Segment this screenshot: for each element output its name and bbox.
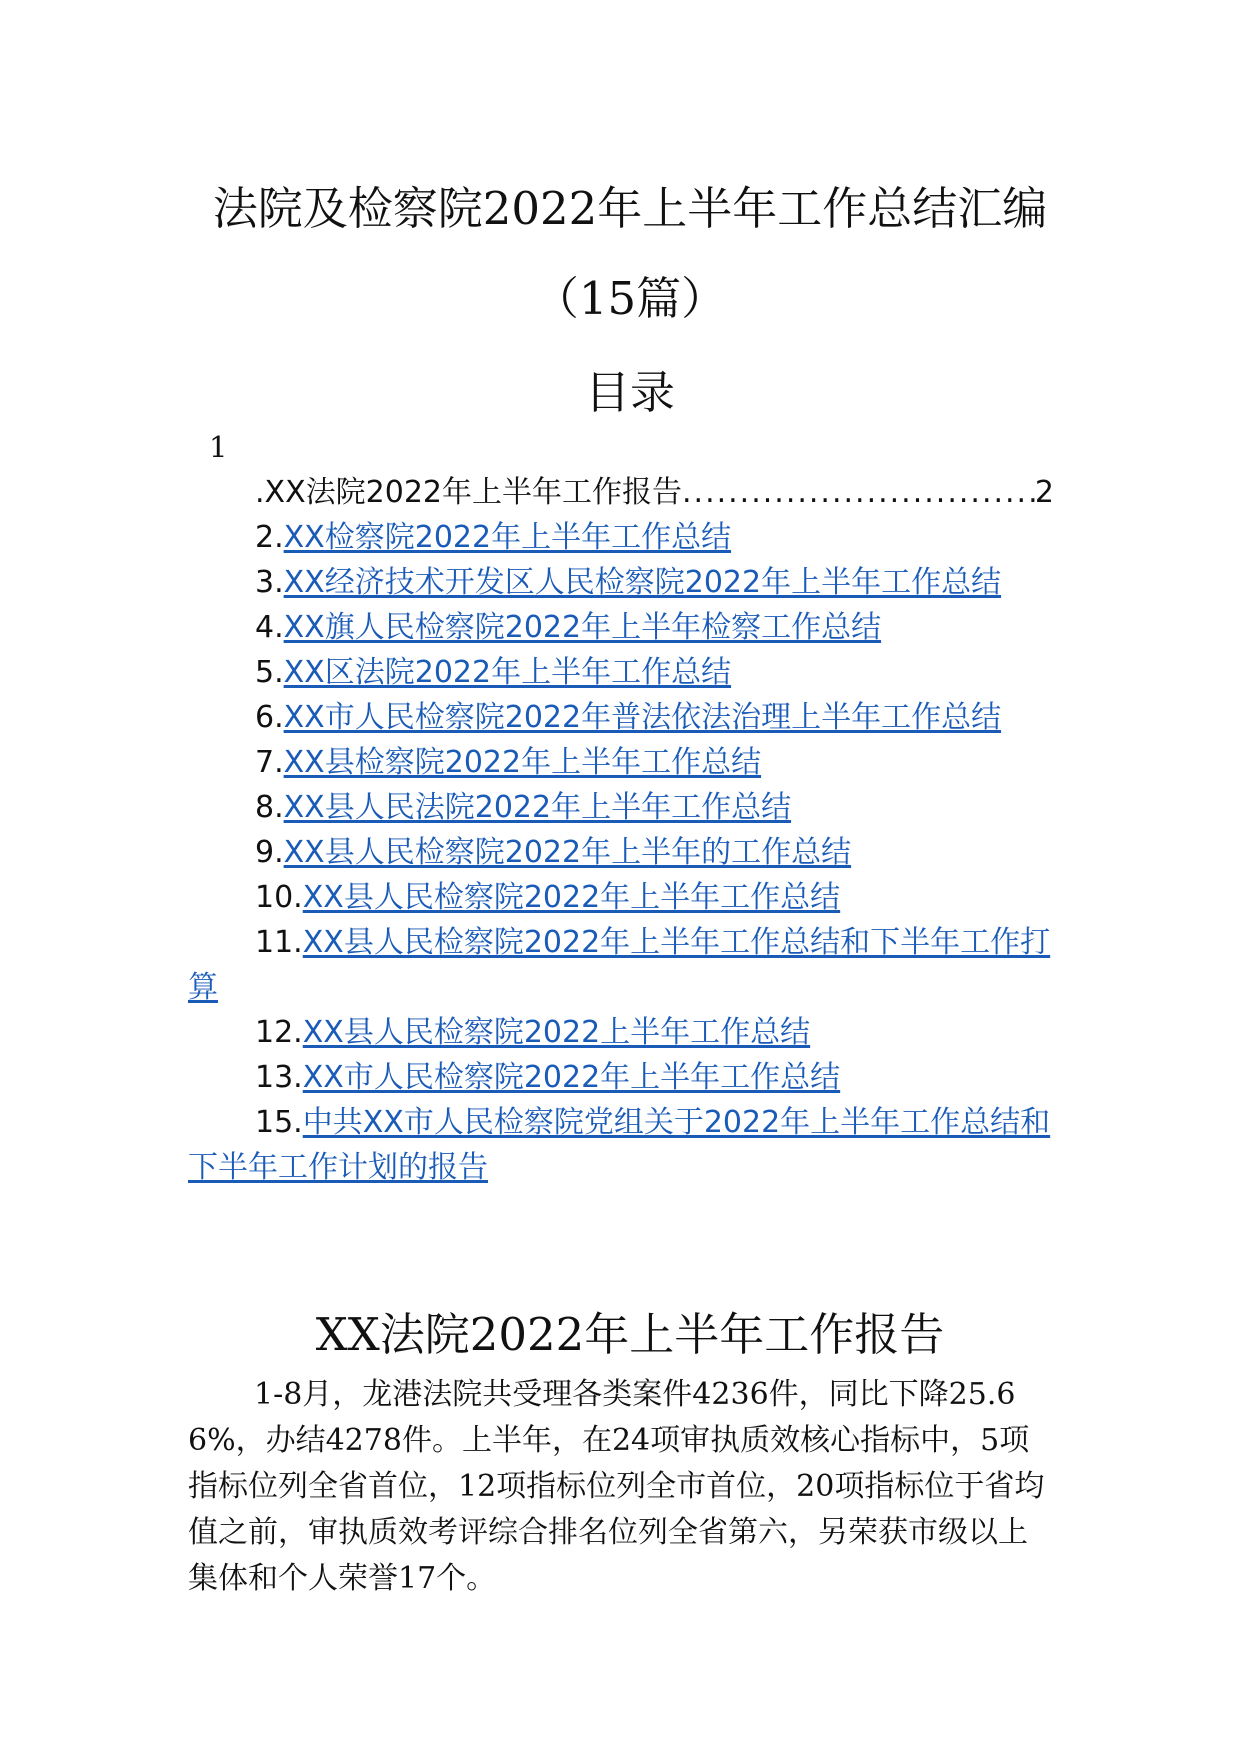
document-subtitle: （15篇） [533, 272, 727, 325]
toc-link[interactable]: XX县检察院2022年上半年工作总结 [283, 745, 762, 780]
toc-entry-13 [188, 1055, 1054, 1100]
toc-entry-15 [188, 1100, 1054, 1190]
toc-entry-label: .XX法院2022年上半年工作报告 [255, 475, 682, 510]
toc-entry-3 [188, 560, 1054, 605]
toc-leader-dots [682, 470, 1035, 515]
toc-link[interactable]: 中共XX市人民检察院党组关于2022年上半年工作总结和下半年工作计划的报告 [188, 1105, 1051, 1185]
toc-entry-6 [188, 695, 1054, 740]
toc-entry-7 [188, 740, 1054, 785]
toc-entry-page: 2 [1034, 475, 1054, 510]
toc-entry-number: 6. [255, 700, 284, 735]
toc-entry-number: 4. [255, 610, 284, 645]
toc-link[interactable]: XX县人民检察院2022上半年工作总结 [302, 1015, 811, 1050]
toc-link[interactable]: XX经济技术开发区人民检察院2022年上半年工作总结 [283, 565, 1002, 600]
body-paragraph: 1-8月，龙港法院共受理各类案件4236件，同比下降25.66%，办结4278件。上半年，在24项审执质效核心指标中，5项指标位列全省首位，12项指标位列全市首位，20项指标位于省均值之前，审执质效考评综合排名位列全省第六，另荣获市级以上集体和个人荣誉17个。 [188, 1377, 1045, 1596]
toc-link[interactable]: XX区法院2022年上半年工作总结 [283, 655, 732, 690]
toc-entry-10 [188, 875, 1054, 920]
toc-entry-number: 9. [255, 835, 284, 870]
toc-entry-number: 5. [255, 655, 284, 690]
toc-entry-number: 13. [255, 1060, 303, 1095]
section-title: XX法院2022年上半年工作报告 [315, 1308, 945, 1361]
toc-entry-12 [188, 1010, 1054, 1055]
toc-entry-number: 2. [255, 520, 284, 555]
toc-entry-number: 10. [255, 880, 303, 915]
toc-entry-11 [188, 920, 1054, 1010]
toc-link[interactable]: XX旗人民检察院2022年上半年检察工作总结 [283, 610, 882, 645]
toc-link[interactable]: XX县人民检察院2022年上半年的工作总结 [283, 835, 852, 870]
toc-heading: 目录 [584, 366, 675, 419]
toc-entry-number: 15. [255, 1105, 303, 1140]
toc-link[interactable]: XX县人民检察院2022年上半年工作总结 [302, 880, 841, 915]
toc-entry-2 [188, 515, 1054, 560]
toc-link[interactable]: XX市人民检察院2022年上半年工作总结 [302, 1060, 841, 1095]
toc-entry-1 [188, 470, 1054, 515]
toc-entry-4 [188, 605, 1054, 650]
toc-entry-8 [188, 785, 1054, 830]
toc-link[interactable]: XX市人民检察院2022年普法依法治理上半年工作总结 [283, 700, 1002, 735]
toc-link[interactable]: XX县人民检察院2022年上半年工作总结和下半年工作打算 [188, 925, 1051, 1005]
document-title: 法院及检察院2022年上半年工作总结汇编 [212, 182, 1048, 235]
toc-page-marker: 1 [209, 430, 228, 464]
toc-entry-number: 3. [255, 565, 284, 600]
toc-entry-number: 7. [255, 745, 284, 780]
toc-entry-9 [188, 830, 1054, 875]
toc-link[interactable]: XX检察院2022年上半年工作总结 [283, 520, 732, 555]
toc-entry-number: 8. [255, 790, 284, 825]
toc-link[interactable]: XX县人民法院2022年上半年工作总结 [283, 790, 792, 825]
table-of-contents [188, 470, 1054, 1190]
toc-entry-5 [188, 650, 1054, 695]
toc-entry-number: 11. [255, 925, 303, 960]
toc-entry-number: 12. [255, 1015, 303, 1050]
